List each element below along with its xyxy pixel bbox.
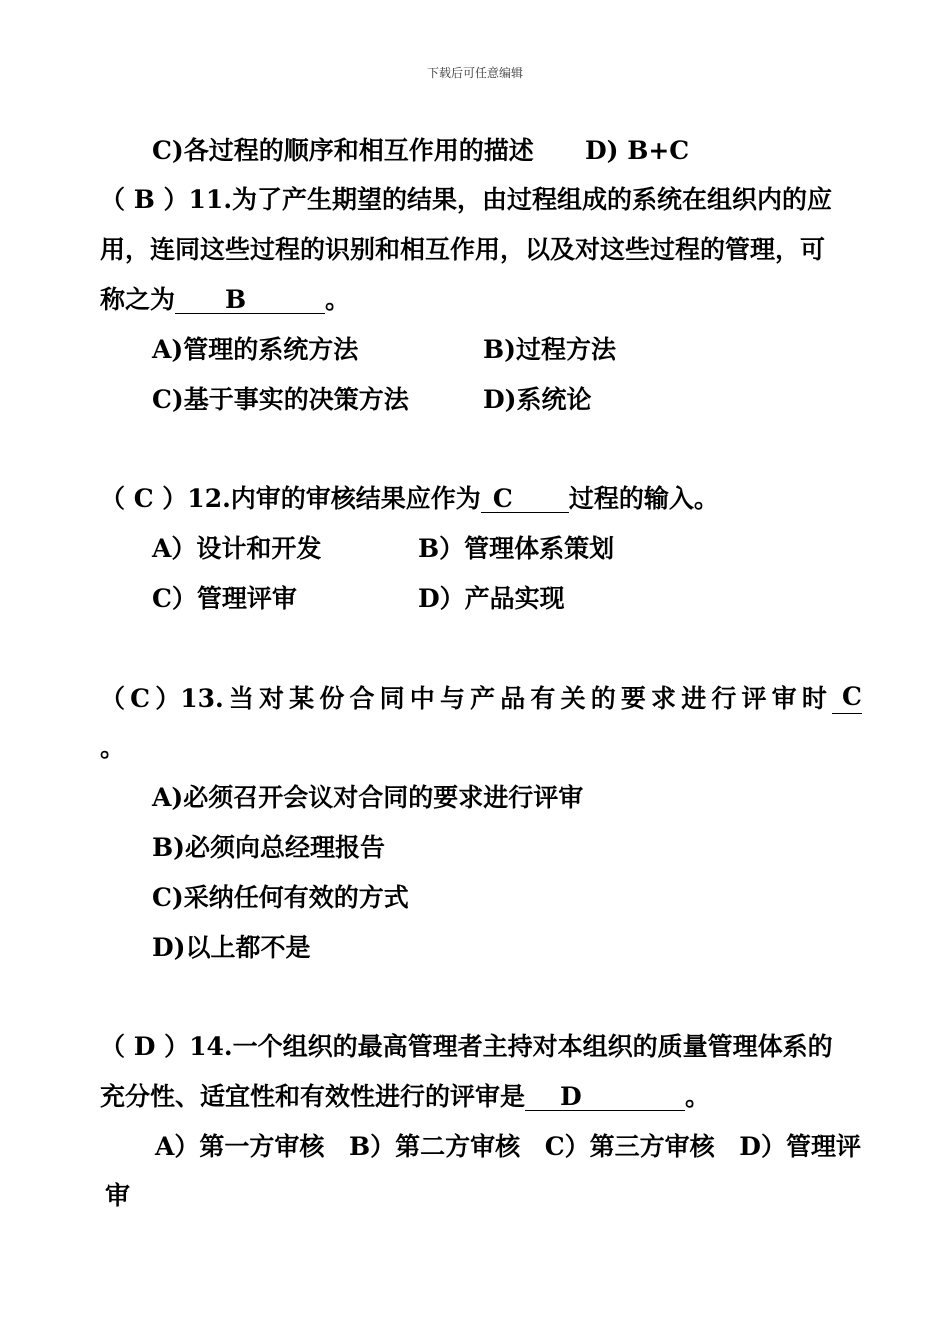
- q13-seg: 产: [470, 684, 496, 713]
- option-c-text: C)各过程的顺序和相互作用的描述: [152, 136, 534, 165]
- q13-seg: 合: [349, 684, 375, 713]
- question-14-stem-end: 充分性、适宜性和有效性进行的评审是: [100, 1082, 526, 1111]
- q14-option-d: D）管理评: [739, 1132, 861, 1161]
- q13-seg: 评: [741, 684, 767, 713]
- q13-seg: 同: [379, 684, 405, 713]
- answer-blank-14: D: [525, 1084, 685, 1111]
- question-14-line-1: （ D ）14.一个组织的最高管理者主持对本组织的质量管理体系的: [100, 1032, 833, 1061]
- question-14-period: 。: [685, 1082, 711, 1111]
- q13-seg: 有: [530, 684, 556, 713]
- q13-seg: 对: [259, 684, 285, 713]
- question-12-stem: （ C ）12.内审的审核结果应作为: [100, 484, 481, 513]
- question-11-stem-end: 称之为: [100, 285, 176, 314]
- q13-seg: 行: [711, 684, 737, 713]
- q11-option-d: D)系统论: [483, 385, 592, 414]
- q11-option-b: B)过程方法: [483, 335, 616, 364]
- question-13-line-2: 。: [100, 733, 126, 762]
- q14-options: [155, 1132, 861, 1162]
- q13-seg: ）13.: [155, 684, 224, 713]
- q13-seg: 份: [319, 684, 345, 713]
- q13-option-c: C)采纳任何有效的方式: [152, 883, 409, 912]
- q12-option-c: C）管理评审: [152, 584, 297, 613]
- q13-seg: 中: [409, 684, 435, 713]
- q13-seg: 与: [439, 684, 465, 713]
- q13-seg: 要: [620, 684, 646, 713]
- question-11-line-1: （ B ）11.为了产生期望的结果，由过程组成的系统在组织内的应: [100, 185, 833, 214]
- question-11-line-2: 用，连同这些过程的识别和相互作用，以及对这些过程的管理，可: [100, 235, 826, 264]
- q13-seg: 关: [560, 684, 586, 713]
- page-header: 下载后可任意编辑: [426, 66, 523, 80]
- q12-option-a: A）设计和开发: [152, 534, 322, 563]
- answer-blank-13: C: [832, 684, 862, 714]
- q13-option-a: A)必须召开会议对合同的要求进行评审: [152, 783, 584, 812]
- answer-blank-12: C: [481, 486, 569, 513]
- question-11-period: 。: [325, 285, 351, 314]
- q13-seg: C: [130, 684, 151, 713]
- option-c: [152, 136, 534, 166]
- answer-blank-11: B: [175, 287, 325, 314]
- option-d-text: D) B+C: [585, 136, 690, 165]
- q14-option-d-cont: 审: [105, 1181, 131, 1210]
- q12-option-b: B）管理体系策划: [418, 534, 615, 563]
- q14-option-a: A）第一方审核: [155, 1132, 325, 1161]
- q13-seg: 时: [801, 684, 827, 713]
- q13-seg: 进: [681, 684, 707, 713]
- q14-option-b: B）第二方审核: [349, 1132, 521, 1161]
- q13-seg: （: [100, 684, 126, 713]
- question-14-line-2: [100, 1082, 710, 1112]
- q12-option-d: D）产品实现: [418, 584, 565, 613]
- question-12-stem-end: 过程的输入。: [568, 484, 719, 513]
- question-12-line-1: [100, 484, 719, 514]
- q14-option-c: C）第三方审核: [544, 1132, 715, 1161]
- q13-seg: 求: [651, 684, 677, 713]
- question-13-line-1: [100, 684, 862, 714]
- q11-option-c: C)基于事实的决策方法: [152, 385, 409, 414]
- q13-seg: 品: [500, 684, 526, 713]
- question-11-line-3: [100, 285, 350, 315]
- q13-seg: 审: [771, 684, 797, 713]
- q13-seg: 当: [228, 684, 254, 713]
- q13-option-d: D)以上都不是: [152, 933, 311, 962]
- q13-option-b: B)必须向总经理报告: [152, 833, 385, 862]
- option-d: [585, 136, 689, 166]
- q13-seg: 某: [289, 684, 315, 713]
- q13-seg: 的: [590, 684, 616, 713]
- q11-option-a: A)管理的系统方法: [152, 335, 359, 364]
